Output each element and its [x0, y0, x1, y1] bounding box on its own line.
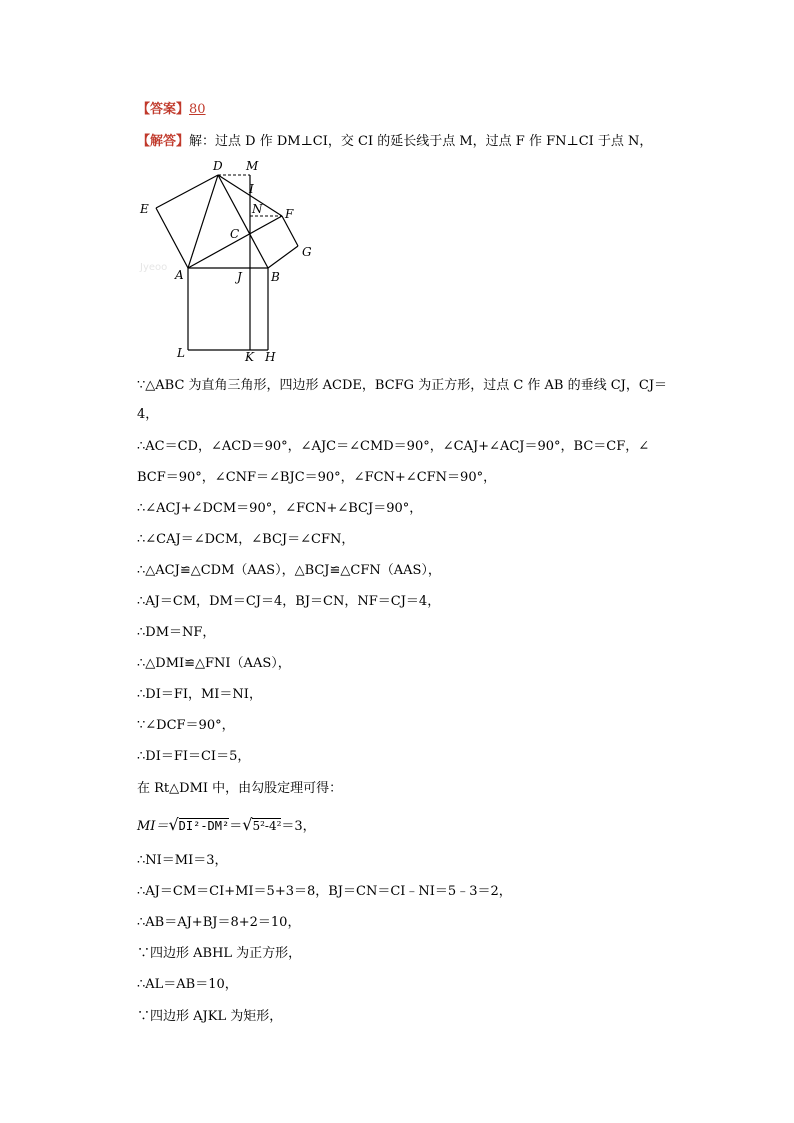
watermark: Jyeoo — [140, 262, 168, 273]
segment-db — [218, 175, 268, 268]
sqrt-sign-1: √ — [168, 815, 179, 834]
label-j: J — [237, 270, 242, 284]
solution-label: 【解答】 — [137, 134, 190, 149]
step-12: ∵∠DCF＝90°， — [137, 718, 235, 733]
step-17: ∴AJ＝CM＝CI+MI＝5+3＝8，BJ＝CN＝CI﹣NI＝5﹣3＝2， — [137, 884, 512, 899]
label-h: H — [265, 350, 276, 364]
segment-ea — [156, 208, 188, 268]
step-2: 4， — [137, 407, 159, 422]
step-18: ∴AB＝AJ+BJ＝8+2＝10， — [137, 915, 301, 930]
formula-lhs: MI＝ — [137, 819, 169, 834]
label-b: B — [271, 270, 280, 284]
geometry-figure — [130, 155, 320, 370]
step-1: ∵△ABC 为直角三角形，四边形 ACDE，BCFG 为正方形，过点 C 作 AB 的垂线 CJ，CJ＝ — [137, 378, 668, 393]
step-9: ∴DM＝NF， — [137, 625, 216, 640]
label-d: D — [213, 159, 223, 173]
label-k: K — [245, 350, 254, 364]
answer-line — [137, 101, 206, 119]
label-i: I — [249, 182, 254, 196]
formula-result: ＝3， — [281, 819, 316, 834]
label-e: E — [140, 202, 149, 216]
step-8: ∴AJ＝CM，DM＝CJ＝4，BJ＝CN，NF＝CJ＝4， — [137, 594, 441, 609]
segment-gb — [268, 246, 298, 268]
step-4: BCF＝90°，∠CNF＝∠BJC＝90°，∠FCN+∠CFN＝90°， — [137, 470, 497, 485]
formula-radicand-1: DI²-DM² — [178, 819, 230, 833]
step-6: ∴∠CAJ＝∠DCM，∠BCJ＝∠CFN， — [137, 532, 355, 547]
answer-label: 【答案】 — [137, 102, 190, 117]
label-l: L — [177, 346, 185, 360]
label-c: C — [230, 227, 240, 241]
label-g: G — [302, 245, 312, 259]
solution-intro: 解：过点 D 作 DM⊥CI，交 CI 的延长线于点 M，过点 F 作 FN⊥CI 于点 N， — [189, 134, 653, 149]
step-10: ∴△DMI≌△FNI（AAS）， — [137, 656, 291, 671]
step-5: ∴∠ACJ+∠DCM＝90°，∠FCN+∠BCJ＝90°， — [137, 501, 423, 516]
step-21: ∵四边形 AJKL 为矩形， — [137, 1009, 283, 1024]
step-11: ∴DI＝FI，MI＝NI， — [137, 687, 262, 702]
step-19: ∵四边形 ABHL 为正方形， — [137, 946, 302, 961]
formula-eq: ＝ — [229, 819, 243, 834]
step-7: ∴△ACJ≌△CDM（AAS），△BCJ≌△CFN（AAS）， — [137, 563, 441, 578]
label-a: A — [175, 268, 184, 282]
step-3: ∴AC＝CD，∠ACD＝90°，∠AJC＝∠CMD＝90°，∠CAJ+∠ACJ＝90°，BC＝CF，∠ — [137, 439, 650, 454]
step-13: ∴DI＝FI＝CI＝5， — [137, 749, 251, 764]
label-m: M — [246, 159, 259, 173]
label-f: F — [285, 207, 294, 221]
sqrt-sign-2: √ — [242, 815, 253, 834]
formula-radicand-2: 5²-4² — [252, 819, 282, 833]
answer-value: 80 — [189, 102, 206, 117]
step-20: ∴AL＝AB＝10， — [137, 977, 238, 992]
formula-line — [137, 814, 316, 838]
label-n: N — [252, 202, 263, 216]
step-16: ∴NI＝MI＝3， — [137, 853, 228, 868]
solution-intro-line — [137, 133, 652, 151]
step-14: 在 Rt△DMI 中，由勾股定理可得： — [137, 781, 343, 796]
